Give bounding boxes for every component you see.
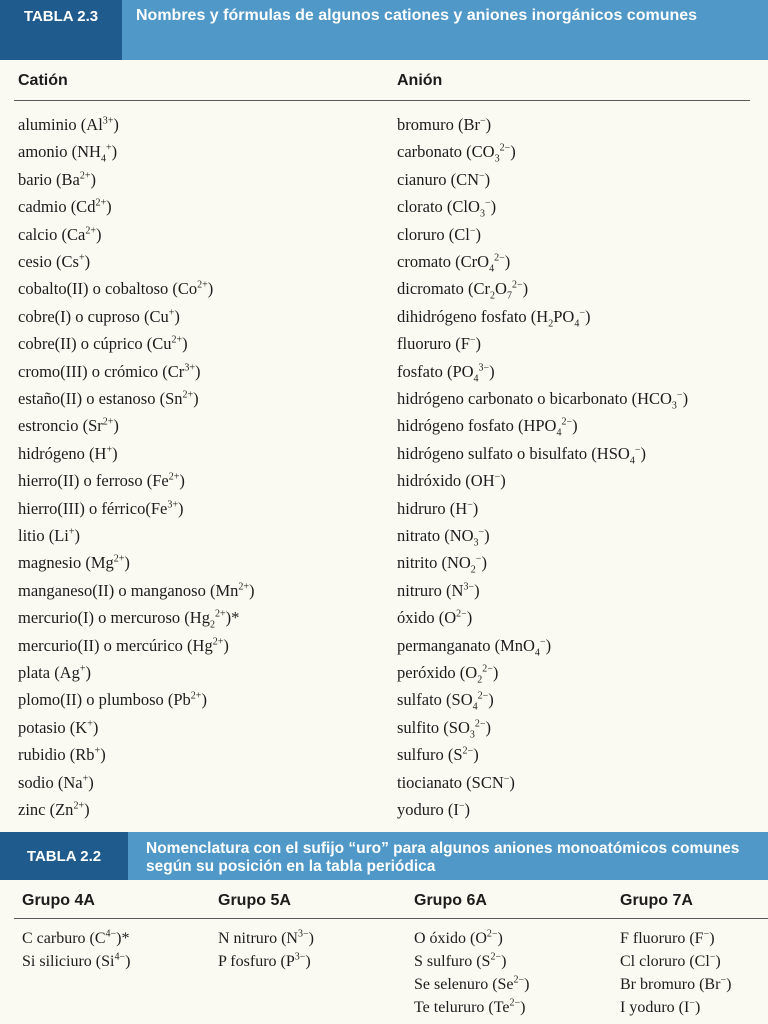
entry-name: magnesio (Mg — [18, 553, 114, 573]
entry-tail: ) — [510, 142, 516, 162]
entry-tail: )* — [116, 930, 130, 947]
cation-row — [18, 608, 240, 631]
superscript: − — [494, 471, 501, 483]
table-2-3-tag: TABLA 2.3 — [0, 0, 122, 60]
table-2-2-divider — [14, 918, 768, 919]
entry-tail: ) — [640, 443, 646, 463]
subscript: 4 — [556, 427, 562, 439]
group-anion-row — [22, 929, 130, 949]
subscript: 2 — [477, 674, 483, 686]
subscript: 2 — [209, 619, 215, 631]
superscript: 2+ — [214, 608, 226, 620]
cation-row — [18, 252, 90, 272]
entry-name: hidrógeno (H — [18, 443, 107, 463]
superscript: 2+ — [168, 471, 180, 483]
entry-tail: ) — [572, 416, 578, 436]
anion-row — [397, 334, 481, 354]
entry-tail: ) — [308, 930, 314, 947]
anion-row — [397, 717, 492, 741]
entry-name: zinc (Zn — [18, 800, 74, 819]
superscript: 2+ — [171, 334, 183, 346]
superscript: 2+ — [95, 197, 107, 209]
anion-row — [397, 306, 591, 330]
entry-tail: ) — [485, 115, 492, 134]
entry-name: peróxido (O — [397, 663, 478, 682]
entry-tail: ) — [106, 197, 112, 217]
superscript: − — [467, 499, 473, 511]
entry-name: sulfuro (S — [397, 745, 463, 765]
group-anion-row — [620, 975, 731, 995]
superscript: + — [105, 142, 112, 154]
entry-tail: ) — [682, 389, 689, 408]
subscript: 2 — [548, 318, 554, 330]
entry-name: hidrógeno fosfato (HPO — [397, 416, 557, 436]
entry-tail: ) — [489, 361, 495, 381]
superscript: − — [676, 389, 683, 401]
entry-name: S sulfuro (S — [414, 953, 491, 970]
anion-row — [397, 553, 487, 576]
superscript: + — [78, 252, 85, 264]
entry-name: dicromato (Cr — [397, 279, 491, 299]
anion-row — [397, 252, 511, 275]
entry-name: cobre(II) o cúprico (Cu — [18, 334, 172, 354]
group-anion-row — [22, 952, 130, 972]
entry-tail: ) — [223, 635, 229, 655]
entry-tail: ) — [111, 142, 118, 162]
superscript: 2− — [494, 252, 505, 264]
entry-name: cobalto(II) o cobaltoso (Co — [18, 279, 198, 299]
superscript: + — [79, 663, 86, 675]
entry-name: dihidrógeno fosfato (H — [397, 306, 549, 326]
subscript: 3 — [469, 729, 475, 741]
entry-tail: ) — [524, 976, 530, 993]
superscript: − — [458, 800, 465, 812]
subscript: 3 — [479, 208, 485, 220]
superscript: − — [689, 997, 695, 1009]
entry-tail: ) — [473, 745, 479, 765]
entry-name: hidróxido (OH — [397, 471, 495, 491]
superscript: − — [469, 334, 476, 346]
entry-name: fosfato (PO — [397, 361, 474, 381]
superscript: 2+ — [182, 389, 194, 401]
anion-row — [397, 115, 491, 135]
entry-name: rubidio (Rb — [18, 745, 95, 765]
entry-tail: )* — [225, 608, 240, 628]
cation-row — [18, 225, 101, 245]
entry-tail: ) — [492, 663, 499, 682]
anion-row — [397, 636, 551, 656]
superscript: 2− — [474, 718, 486, 730]
entry-name: N nitruro (N — [218, 930, 298, 947]
superscript: 4− — [114, 951, 126, 963]
entry-tail: ) — [84, 800, 90, 819]
entry-name: Br bromuro (Br — [620, 976, 721, 993]
entry-tail: ) — [715, 953, 721, 970]
entry-name: estaño(II) o estanoso (Sn — [18, 389, 183, 408]
superscript: − — [469, 225, 476, 237]
group-anion-row — [620, 998, 700, 1018]
entry-tail: ) — [694, 999, 701, 1016]
superscript: − — [539, 636, 546, 648]
superscript: 3+ — [167, 499, 178, 511]
anion-row — [397, 471, 506, 491]
cation-row — [18, 745, 106, 765]
subscript: 4 — [574, 318, 580, 330]
entry-tail: ) — [522, 279, 529, 299]
entry-name: cloruro (Cl — [397, 224, 470, 244]
entry-tail: ) — [179, 471, 185, 491]
superscript: 2+ — [102, 416, 114, 428]
cation-column-header: Catión — [18, 72, 68, 89]
superscript: − — [579, 307, 585, 319]
superscript: 2+ — [212, 636, 224, 648]
entry-name: cadmio (Cd — [18, 197, 96, 217]
superscript: + — [82, 773, 89, 785]
entry-tail: ) — [182, 334, 188, 354]
superscript: 2− — [490, 951, 502, 963]
anion-row — [397, 389, 689, 412]
superscript: 3− — [463, 581, 475, 593]
entry-tail: ) — [464, 800, 470, 819]
entry-tail: ) — [485, 717, 492, 737]
entry-tail: ) — [92, 717, 99, 737]
entry-tail: ) — [201, 690, 207, 710]
group-4a-header: Grupo 4A — [22, 892, 95, 909]
entry-tail: ) — [88, 772, 94, 792]
anion-row — [397, 690, 494, 713]
entry-name: hidruro (H — [397, 498, 468, 518]
subscript: 4 — [489, 263, 495, 275]
cation-row — [18, 526, 80, 546]
superscript: 2+ — [190, 690, 202, 702]
table-2-2-title: Nomenclatura con el sufijo “uro” para algunos aniones monoatómicos comunes según su posición en la tabla periódica — [146, 840, 740, 875]
entry-tail: ) — [124, 553, 130, 573]
entry-name: fluoruro (F — [397, 334, 470, 354]
entry-tail: ) — [490, 197, 497, 217]
entry-tail: ) — [500, 471, 506, 491]
entry-name: sodio (Na — [18, 772, 83, 792]
superscript: − — [720, 974, 727, 986]
entry-name: plomo(II) o plumboso (Pb — [18, 690, 191, 710]
cation-row — [18, 197, 112, 217]
entry-tail: ) — [472, 498, 479, 518]
anion-row — [397, 800, 470, 820]
superscript: 2− — [482, 663, 493, 675]
entry-name: mercurio(II) o mercúrico (Hg — [18, 635, 213, 655]
entry-name: hidrógeno sulfato o bisulfato (HSO — [397, 443, 630, 463]
anion-row — [397, 443, 646, 467]
entry-tail: ) — [466, 608, 473, 628]
cation-row — [18, 389, 199, 409]
subscript: 3 — [671, 400, 677, 412]
subscript: 4 — [100, 153, 106, 165]
superscript: 2− — [509, 997, 521, 1009]
anion-row — [397, 170, 490, 190]
anion-row — [397, 581, 480, 601]
anion-row — [397, 416, 578, 439]
subscript: 2 — [470, 564, 476, 576]
formula-part: O — [495, 279, 507, 299]
cation-row — [18, 279, 213, 299]
entry-tail: ) — [497, 930, 503, 947]
superscript: 4− — [105, 928, 117, 940]
entry-name: sulfito (SO — [397, 717, 470, 737]
superscript: 3− — [478, 362, 490, 374]
entry-tail: ) — [85, 663, 91, 682]
entry-name: plata (Ag — [18, 663, 80, 682]
superscript: − — [475, 553, 482, 565]
entry-name: cromo(III) o crómico (Cr — [18, 361, 185, 381]
subscript: 4 — [534, 646, 540, 658]
superscript: 3+ — [102, 115, 114, 127]
superscript: + — [68, 526, 75, 538]
superscript: − — [634, 444, 641, 456]
entry-tail: ) — [90, 169, 96, 189]
subscript: 4 — [629, 455, 635, 467]
entry-tail: ) — [174, 306, 180, 326]
superscript: 2− — [513, 974, 525, 986]
superscript: 3− — [297, 928, 309, 940]
entry-tail: ) — [177, 498, 184, 518]
superscript: − — [709, 951, 716, 963]
superscript: − — [478, 526, 485, 538]
cation-row — [18, 718, 98, 738]
entry-name: yoduro (I — [397, 800, 459, 819]
cation-row — [18, 663, 91, 683]
superscript: + — [168, 307, 175, 319]
superscript: 2− — [499, 142, 511, 154]
entry-tail: ) — [125, 953, 131, 970]
entry-name: cromato (CrO — [397, 252, 490, 271]
superscript: 2+ — [73, 800, 85, 812]
cation-row — [18, 471, 185, 491]
group-anion-row — [218, 952, 311, 972]
superscript: 2− — [456, 608, 467, 620]
entry-tail: ) — [520, 999, 526, 1016]
entry-tail: ) — [113, 416, 119, 436]
entry-name: bario (Ba — [18, 169, 80, 189]
entry-name: nitrato (NO — [397, 526, 474, 545]
entry-tail: ) — [475, 334, 482, 354]
entry-name: nitrito (NO — [397, 553, 471, 573]
superscript: 2− — [462, 745, 474, 757]
cation-row — [18, 581, 255, 601]
superscript: 2+ — [113, 553, 125, 565]
entry-tail: ) — [305, 953, 311, 970]
entry-name: cianuro (CN — [397, 169, 480, 189]
group-anion-row — [620, 929, 715, 949]
entry-tail: ) — [474, 580, 480, 600]
subscript: 3 — [473, 537, 479, 549]
entry-name: F fluoruro (F — [620, 930, 704, 947]
anion-row — [397, 197, 497, 220]
table-2-2-banner — [0, 832, 768, 880]
superscript: 2− — [561, 416, 573, 428]
entry-tail: ) — [74, 526, 81, 545]
entry-tail: ) — [504, 252, 511, 271]
entry-tail: ) — [484, 526, 490, 545]
entry-name: manganeso(II) o manganoso (Mn — [18, 580, 239, 600]
header-divider — [14, 100, 750, 101]
cation-row — [18, 307, 180, 327]
entry-name: cesio (Cs — [18, 252, 79, 271]
entry-name: hierro(III) o férrico(Fe — [18, 498, 168, 518]
group-anion-row — [620, 952, 721, 972]
superscript: + — [106, 444, 113, 456]
entry-name: O óxido (O — [414, 930, 487, 947]
entry-name: carbonato (CO — [397, 142, 495, 162]
cation-row — [18, 416, 119, 436]
group-anion-row — [414, 975, 530, 995]
table-2-3-title: Nombres y fórmulas de algunos cationes y aniones inorgánicos comunes — [136, 7, 698, 24]
table-2-3-banner — [0, 0, 768, 60]
entry-name: litio (Li — [18, 526, 69, 545]
entry-tail: ) — [488, 690, 494, 710]
subscript: 3 — [494, 153, 500, 165]
superscript: + — [87, 718, 93, 730]
cation-row — [18, 115, 119, 135]
superscript: 2− — [486, 928, 498, 940]
superscript: − — [484, 197, 491, 209]
group-anion-row — [414, 929, 503, 949]
group-anion-row — [414, 952, 506, 972]
entry-name: bromuro (Br — [397, 115, 480, 134]
superscript: 3− — [294, 951, 306, 963]
entry-tail: ) — [726, 976, 732, 993]
anion-row — [397, 279, 529, 302]
superscript: − — [503, 773, 510, 785]
formula-part: PO — [553, 306, 575, 326]
entry-name: clorato (ClO — [397, 197, 480, 217]
entry-tail: ) — [475, 224, 481, 244]
cation-row — [18, 170, 96, 190]
cation-row — [18, 800, 90, 820]
group-5a-header: Grupo 5A — [218, 892, 291, 909]
entry-tail: ) — [193, 389, 199, 408]
superscript: − — [479, 115, 486, 127]
entry-tail: ) — [481, 553, 487, 573]
entry-name: amonio (NH — [18, 142, 101, 162]
entry-name: sulfato (SO — [397, 690, 473, 710]
entry-tail: ) — [112, 443, 118, 463]
superscript: 2+ — [238, 581, 250, 593]
entry-name: estroncio (Sr — [18, 416, 103, 436]
entry-tail: ) — [84, 252, 91, 271]
group-6a-header: Grupo 6A — [414, 892, 487, 909]
superscript: 2− — [511, 279, 523, 291]
cation-row — [18, 142, 118, 165]
anion-row — [397, 745, 479, 765]
superscript: 2+ — [85, 225, 96, 237]
subscript: 7 — [506, 290, 512, 302]
subscript: 4 — [473, 372, 479, 384]
entry-name: permanganato (MnO — [397, 635, 535, 655]
anion-row — [397, 225, 481, 245]
subscript: 4 — [472, 701, 478, 713]
cation-row — [18, 553, 130, 573]
table-2-2-tag: TABLA 2.2 — [0, 832, 128, 880]
anion-row — [397, 663, 499, 686]
cation-row — [18, 690, 207, 710]
superscript: − — [479, 170, 485, 182]
entry-name: hierro(II) o ferroso (Fe — [18, 471, 169, 491]
entry-name: C carburo (C — [22, 930, 106, 947]
anion-row — [397, 773, 515, 793]
superscript: 2+ — [197, 279, 208, 291]
entry-name: P fosfuro (P — [218, 953, 295, 970]
entry-tail: ) — [545, 635, 552, 655]
entry-tail: ) — [709, 930, 715, 947]
entry-name: potasio (K — [18, 717, 88, 737]
cation-row — [18, 499, 183, 519]
entry-name: tiocianato (SCN — [397, 772, 504, 792]
entry-tail: ) — [509, 772, 515, 792]
cation-row — [18, 444, 118, 464]
entry-tail: ) — [501, 953, 507, 970]
anion-row — [397, 362, 495, 382]
entry-tail: ) — [249, 580, 255, 600]
cation-row — [18, 636, 229, 656]
cation-row — [18, 773, 94, 793]
superscript: 3+ — [184, 362, 195, 374]
anion-row — [397, 142, 516, 165]
group-anion-row — [218, 929, 314, 949]
entry-tail: ) — [100, 745, 106, 765]
superscript: 2− — [477, 690, 489, 702]
anion-row — [397, 499, 478, 519]
entry-name: hidrógeno carbonato o bicarbonato (HCO — [397, 389, 672, 408]
entry-name: óxido (O — [397, 608, 457, 628]
entry-name: I yoduro (I — [620, 999, 690, 1016]
anion-row — [397, 526, 490, 549]
entry-tail: ) — [194, 361, 201, 381]
group-anion-row — [414, 998, 525, 1018]
entry-name: Si siliciuro (Si — [22, 953, 115, 970]
entry-name: aluminio (Al — [18, 115, 103, 134]
entry-tail: ) — [207, 279, 214, 299]
anion-column-header: Anión — [397, 72, 443, 89]
cation-row — [18, 334, 188, 354]
entry-name: Se selenuro (Se — [414, 976, 514, 993]
entry-name: cobre(I) o cuproso (Cu — [18, 306, 169, 326]
superscript: + — [94, 745, 101, 757]
entry-tail: ) — [484, 169, 491, 189]
entry-name: calcio (Ca — [18, 224, 86, 244]
superscript: − — [703, 928, 710, 940]
entry-name: Cl cloruro (Cl — [620, 953, 710, 970]
subscript: 2 — [490, 290, 496, 302]
entry-name: Te telururo (Te — [414, 999, 510, 1016]
anion-row — [397, 608, 472, 628]
entry-tail: ) — [584, 306, 591, 326]
cation-row — [18, 362, 200, 382]
entry-tail: ) — [95, 224, 102, 244]
entry-name: mercurio(I) o mercuroso (Hg — [18, 608, 210, 628]
entry-name: nitruro (N — [397, 580, 464, 600]
group-7a-header: Grupo 7A — [620, 892, 693, 909]
entry-tail: ) — [113, 115, 119, 134]
superscript: 2+ — [79, 170, 91, 182]
